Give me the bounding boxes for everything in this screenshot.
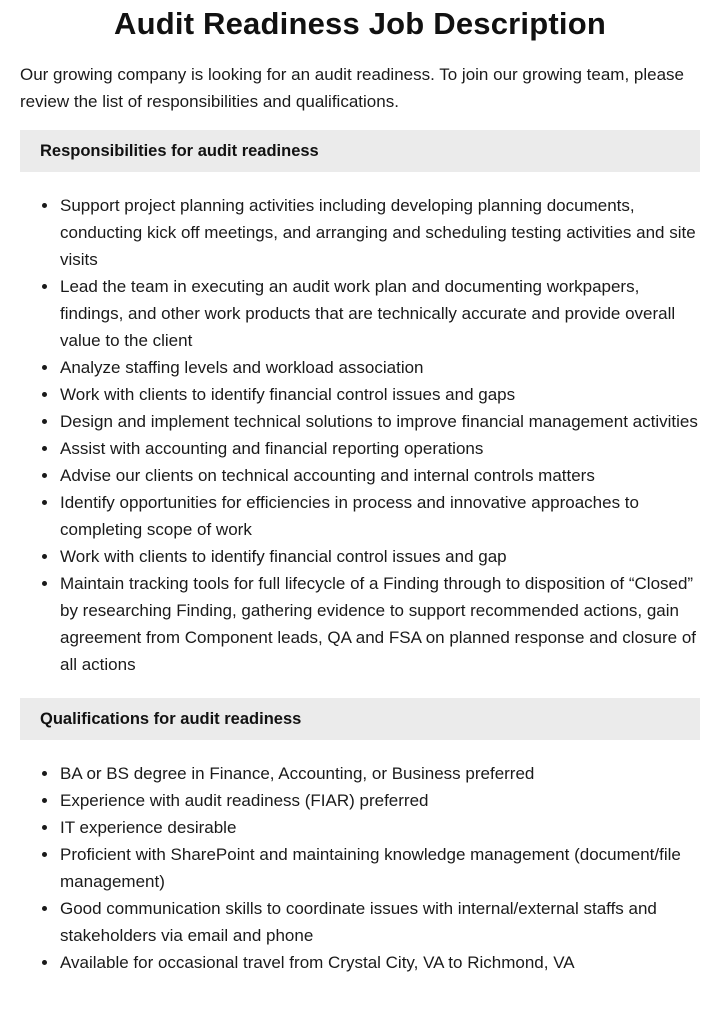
list-item-text: Support project planning activities including developing planning documents, conducting kick off meetings, and arranging and scheduling testing activities and site visits bbox=[60, 196, 696, 269]
responsibilities-list bbox=[20, 192, 700, 678]
list-item-text: Lead the team in executing an audit work plan and documenting workpapers, findings, and other work products that are technically accurate and provide overall value to the client bbox=[60, 277, 676, 350]
bullet-icon bbox=[42, 771, 47, 776]
list-item bbox=[40, 760, 700, 787]
list-item-text: Maintain tracking tools for full lifecycle of a Finding through to disposition of “Closed” by researching Finding, gathering evidence to support recommended actions, gain agreement from Component leads, QA and FSA on planned response and closure of all actions bbox=[60, 574, 697, 674]
list-item bbox=[40, 787, 700, 814]
intro-paragraph: Our growing company is looking for an audit readiness. To join our growing team, please review the list of responsibilities and qualifications. bbox=[20, 65, 684, 111]
list-item-text: Work with clients to identify financial control issues and gaps bbox=[60, 385, 516, 404]
list-item-text: Proficient with SharePoint and maintaining knowledge management (document/file management) bbox=[60, 845, 681, 891]
list-item-text: Experience with audit readiness (FIAR) preferred bbox=[60, 791, 429, 810]
list-item-text: Analyze staffing levels and workload association bbox=[60, 358, 424, 377]
list-item bbox=[40, 273, 700, 354]
bullet-icon bbox=[42, 500, 47, 505]
list-item bbox=[40, 814, 700, 841]
list-item-text: Design and implement technical solutions to improve financial management activities bbox=[60, 412, 698, 431]
bullet-icon bbox=[42, 284, 47, 289]
list-item-text: Identify opportunities for efficiencies in process and innovative approaches to completing scope of work bbox=[60, 493, 639, 539]
bullet-icon bbox=[42, 419, 47, 424]
list-item-text: Work with clients to identify financial control issues and gap bbox=[60, 547, 507, 566]
list-item-text: BA or BS degree in Finance, Accounting, or Business preferred bbox=[60, 764, 535, 783]
bullet-icon bbox=[42, 473, 47, 478]
list-item bbox=[40, 489, 700, 543]
bullet-icon bbox=[42, 906, 47, 911]
bullet-icon bbox=[42, 446, 47, 451]
list-item-text: IT experience desirable bbox=[60, 818, 237, 837]
list-item bbox=[40, 570, 700, 678]
qualifications-list bbox=[20, 760, 700, 976]
list-item-text: Advise our clients on technical accounting and internal controls matters bbox=[60, 466, 595, 485]
list-item bbox=[40, 408, 700, 435]
bullet-icon bbox=[42, 798, 47, 803]
list-item bbox=[40, 841, 700, 895]
list-item bbox=[40, 354, 700, 381]
list-item bbox=[40, 381, 700, 408]
qualifications-heading: Qualifications for audit readiness bbox=[20, 698, 700, 740]
page-title: Audit Readiness Job Description bbox=[114, 6, 606, 41]
bullet-icon bbox=[42, 392, 47, 397]
responsibilities-heading: Responsibilities for audit readiness bbox=[20, 130, 700, 172]
bullet-icon bbox=[42, 203, 47, 208]
bullet-icon bbox=[42, 581, 47, 586]
bullet-icon bbox=[42, 365, 47, 370]
bullet-icon bbox=[42, 960, 47, 965]
list-item-text: Good communication skills to coordinate issues with internal/external staffs and stakeholders via email and phone bbox=[60, 899, 657, 945]
list-item bbox=[40, 435, 700, 462]
list-item-text: Assist with accounting and financial reporting operations bbox=[60, 439, 484, 458]
list-item bbox=[40, 462, 700, 489]
bullet-icon bbox=[42, 852, 47, 857]
list-item bbox=[40, 949, 700, 976]
bullet-icon bbox=[42, 825, 47, 830]
list-item-text: Available for occasional travel from Crystal City, VA to Richmond, VA bbox=[60, 953, 575, 972]
bullet-icon bbox=[42, 554, 47, 559]
list-item bbox=[40, 192, 700, 273]
list-item bbox=[40, 895, 700, 949]
list-item bbox=[40, 543, 700, 570]
